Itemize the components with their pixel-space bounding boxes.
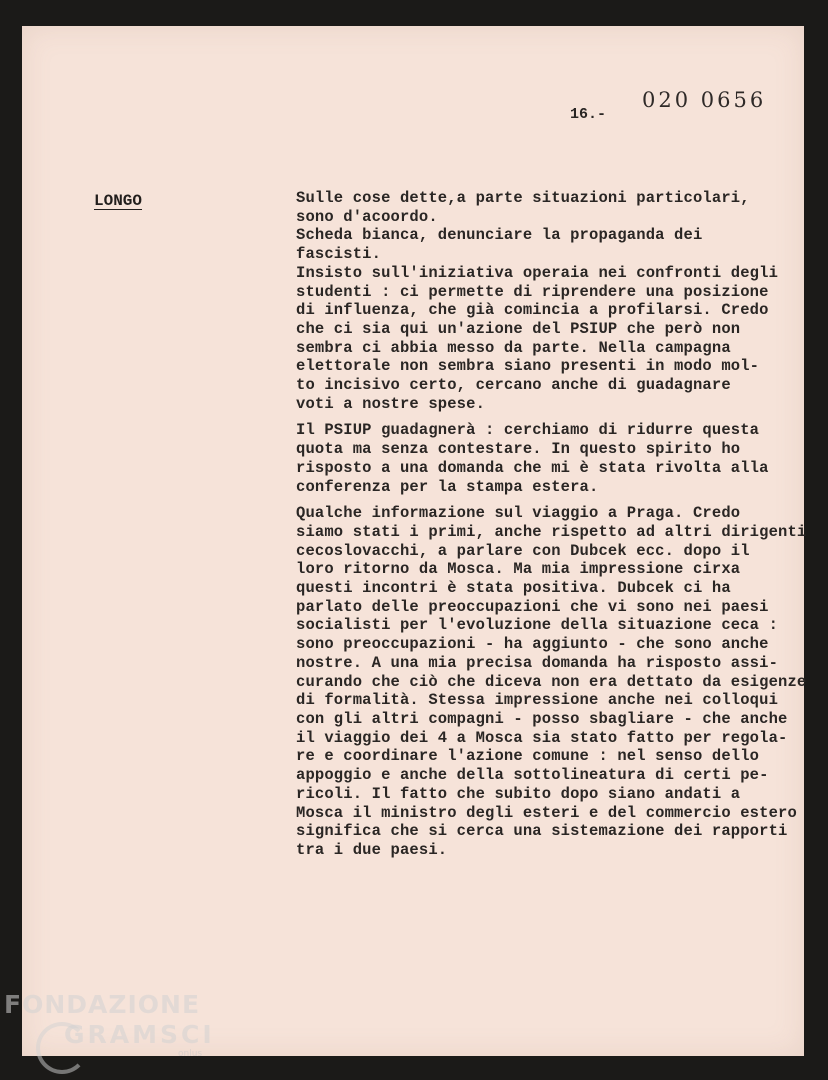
text-line: che ci sia qui un'azione del PSIUP che però non xyxy=(296,319,741,338)
document-page xyxy=(22,26,807,1056)
text-line: studenti : ci permette di riprendere una posizione xyxy=(296,282,769,301)
paragraph xyxy=(296,189,816,413)
watermark-line-2: GRAMSCI xyxy=(64,1020,215,1049)
watermark-line-1: FONDAZIONE xyxy=(4,990,201,1019)
text-line: cecoslovacchi, a parlare con Dubcek ecc. dopo il xyxy=(296,541,750,560)
text-line: tra i due paesi. xyxy=(296,840,448,859)
text-line: sono d'acoordo. xyxy=(296,207,438,226)
text-line: nostre. A una mia precisa domanda ha risposto assi- xyxy=(296,653,779,672)
page-number: 16.- xyxy=(570,106,607,123)
text-line: conferenza per la stampa estera. xyxy=(296,477,599,496)
watermark-small-text: onlus xyxy=(178,1049,203,1059)
text-line: il viaggio dei 4 a Mosca sia stato fatto per regola- xyxy=(296,728,788,747)
watermark xyxy=(4,990,215,1050)
text-line: elettorale non sembra siano presenti in modo mol- xyxy=(296,357,760,376)
text-line: di formalità. Stessa impressione anche nei colloqui xyxy=(296,691,779,710)
text-line: siamo stati i primi, anche rispetto ad altri dirigenti xyxy=(296,522,807,541)
text-line: ricoli. Il fatto che subito dopo siano andati a xyxy=(296,784,741,803)
text-line: Mosca il ministro degli esteri e del commercio estero xyxy=(296,803,797,822)
text-line: con gli altri compagni - posso sbagliare - che anche xyxy=(296,709,788,728)
text-line: Qualche informazione sul viaggio a Praga. Credo xyxy=(296,504,741,523)
text-line: Il PSIUP guadagnerà : cerchiamo di ridurre questa xyxy=(296,421,760,440)
text-line: loro ritorno da Mosca. Ma mia impressione cirxa xyxy=(296,560,741,579)
text-line: questi incontri è stata positiva. Dubcek ci ha xyxy=(296,579,731,598)
text-line: re e coordinare l'azione comune : nel senso dello xyxy=(296,747,760,766)
text-line: socialisti per l'evoluzione della situazione ceca : xyxy=(296,616,779,635)
paragraph xyxy=(296,504,816,859)
text-line: to incisivo certo, cercano anche di guadagnare xyxy=(296,376,731,395)
archive-code: 020 0656 xyxy=(642,88,767,112)
text-line: sembra ci abbia messo da parte. Nella campagna xyxy=(296,338,731,357)
text-line: curando che ciò che diceva non era dettato da esigenze xyxy=(296,672,807,691)
text-line: voti a nostre spese. xyxy=(296,394,486,413)
text-line: Scheda bianca, denunciare la propaganda dei xyxy=(296,226,703,245)
text-line: fascisti. xyxy=(296,245,382,264)
text-line: parlato delle preoccupazioni che vi sono nei paesi xyxy=(296,597,769,616)
text-line: di influenza, che già comincia a profilarsi. Credo xyxy=(296,301,769,320)
paragraph xyxy=(296,421,816,496)
text-line: risposto a una domanda che mi è stata rivolta alla xyxy=(296,458,769,477)
speaker-name: LONGO xyxy=(94,192,143,210)
speech-text xyxy=(296,189,816,868)
text-line: Insisto sull'iniziativa operaia nei confronti degli xyxy=(296,263,779,282)
text-line: significa che si cerca una sistemazione dei rapporti xyxy=(296,822,788,841)
text-line: appoggio e anche della sottolineatura di certi pe- xyxy=(296,766,769,785)
text-line: sono preoccupazioni - ha aggiunto - che sono anche xyxy=(296,635,769,654)
text-line: quota ma senza contestare. In questo spirito ho xyxy=(296,440,741,459)
text-line: Sulle cose dette,a parte situazioni particolari, xyxy=(296,189,750,207)
